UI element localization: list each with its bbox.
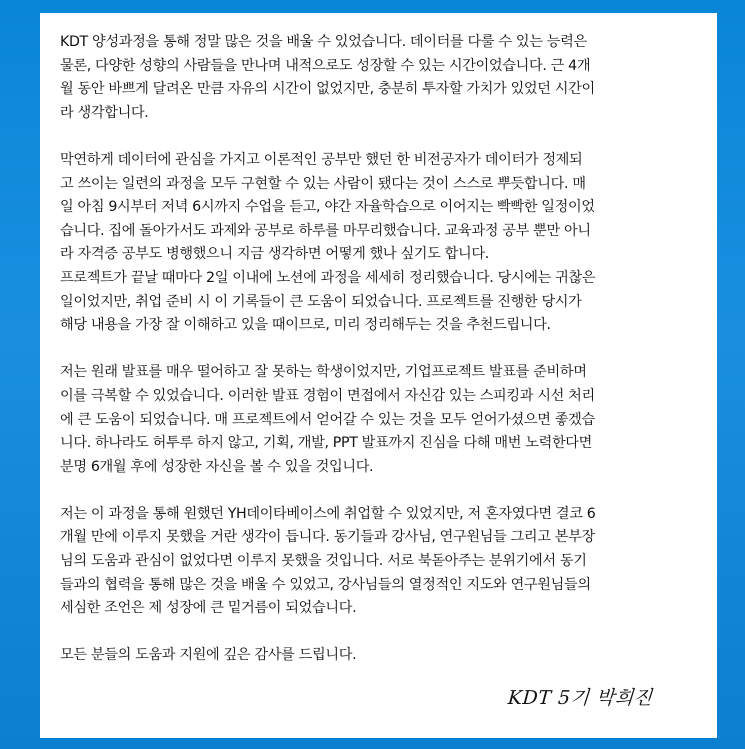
text-line: 님의 도움과 관심이 없었다면 이루지 못했을 것입니다. 서로 북돋아주는 분위기에서 동기 <box>60 553 587 570</box>
text-line: 월 동안 바쁘게 달려온 만큼 자유의 시간이 없었지만, 충분히 투자할 가치가 있었던 시간이 <box>60 81 595 98</box>
letter-card <box>40 13 717 738</box>
text-line: 해당 내용을 가장 잘 이해하고 있을 때이므로, 미리 정리해두는 것을 추천드립니다. <box>60 317 551 334</box>
text-line: 저는 원래 발표를 매우 떨어하고 잘 못하는 학생이었지만, 기업프로젝트 발표를 준비하며 <box>60 364 587 381</box>
paragraph-gap <box>60 338 697 362</box>
paragraph-gap <box>60 125 697 149</box>
text-line: 일 아침 9시부터 저녁 6시까지 수업을 듣고, 야간 자율학습으로 이어지는 빡빡한 일정이었 <box>60 199 595 216</box>
text-line: 니다. 하나라도 허투루 하지 않고, 기획, 개발, PPT 발표까지 진심을 다해 매번 노력한다면 <box>60 435 593 452</box>
text-line: 세심한 조언은 제 성장에 큰 밑거름이 되었습니다. <box>60 600 357 617</box>
text-line: 라 생각합니다. <box>60 104 149 121</box>
text-line: 습니다. 집에 돌아가서도 과제와 공부로 하루를 마무리했습니다. 교육과정 공부 뿐만 아니 <box>60 222 591 239</box>
text-line: 개월 만에 이루지 못했을 거란 생각이 듭니다. 동기들과 강사님, 연구원님들 그리고 본부장 <box>60 529 595 546</box>
signature: KDT 5기 박희진 <box>507 687 654 709</box>
text-line: 분명 6개월 후에 성장한 자신을 볼 수 있을 것입니다. <box>60 458 374 475</box>
paragraph-experience <box>60 149 697 338</box>
text-line: 저는 이 과정을 통해 원했던 YH데이타베이스에 취업할 수 있었지만, 저 혼자였다면 결코 6 <box>60 505 596 522</box>
paragraph-employment <box>60 503 697 621</box>
paragraph-gap <box>60 479 697 503</box>
text-line: 일이었지만, 취업 준비 시 이 기록들이 큰 도움이 되었습니다. 프로젝트를 진행한 당시가 <box>60 293 582 310</box>
paragraph-presentation <box>60 361 697 479</box>
text-line: 이를 극복할 수 있었습니다. 이러한 발표 경험이 면접에서 자신감 있는 스피킹과 시선 처리 <box>60 387 595 404</box>
text-line: 고 쓰이는 일련의 과정을 모두 구현할 수 있는 사람이 됐다는 것이 스스로 뿌듯합니다. 매 <box>60 175 586 192</box>
text-line: 막연하게 데이터에 관심을 가지고 이론적인 공부만 했던 한 비전공자가 데이터가 정제되 <box>60 151 583 168</box>
text-line: 물론, 다양한 성향의 사람들을 만나며 내적으로도 성장할 수 있는 시간이었습니다. 근 4개 <box>60 57 591 74</box>
text-line: 들과의 협력을 통해 많은 것을 배울 수 있었고, 강사님들의 열정적인 지도와 연구원님들의 <box>60 576 591 593</box>
paragraph-gap <box>60 621 697 645</box>
text-line: 라 자격증 공부도 병행했으니 지금 생각하면 어떻게 했나 싶기도 합니다. <box>60 246 489 263</box>
paragraph-thanks <box>60 644 697 668</box>
text-line: KDT 양성과정을 통해 정말 많은 것을 배울 수 있었습니다. 데이터를 다룰 수 있는 능력은 <box>60 34 587 50</box>
paragraph-intro <box>60 31 697 125</box>
text-line: 모든 분들의 도움과 지원에 깊은 감사를 드립니다. <box>60 647 357 664</box>
text-line: 프로젝트가 끝날 때마다 2일 이내에 노션에 과정을 세세히 정리했습니다. 당시에는 귀찮은 <box>60 269 596 286</box>
text-line: 에 큰 도움이 되었습니다. 매 프로젝트에서 얻어갈 수 있는 것을 모두 얻어가셨으면 좋겠습 <box>60 411 595 428</box>
